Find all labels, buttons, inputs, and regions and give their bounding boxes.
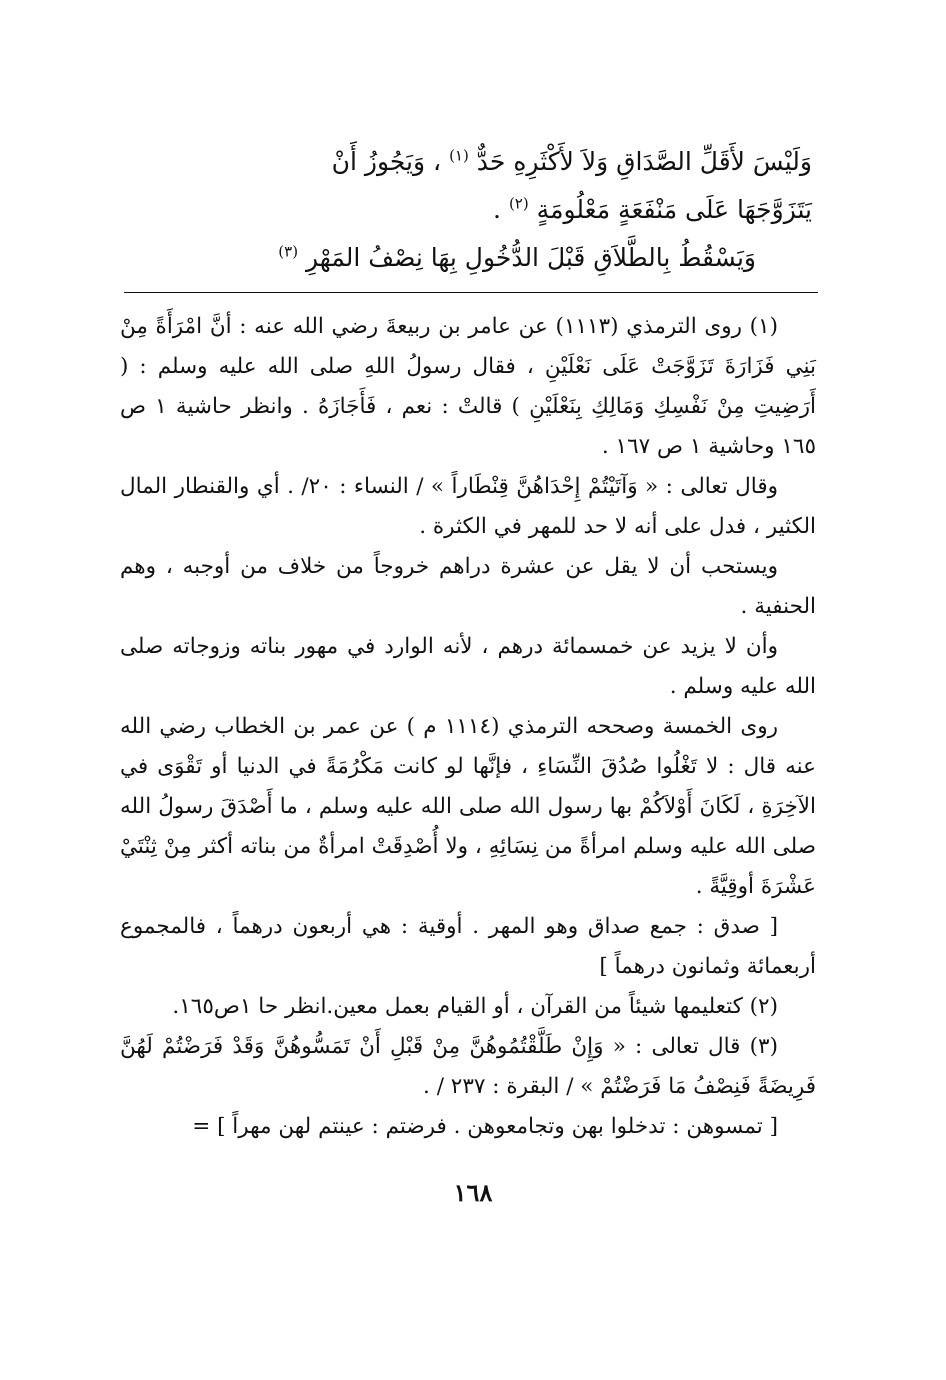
footnote-separator-rule [124,292,818,293]
main-text-line [120,234,812,282]
footnote-paragraph: [ تمسوهن : تدخلوا بهن وتجامعوهن . فرضتم : عينتم لهن مهراً ] = [192,1114,778,1139]
main-text-line-text: يَتَزَوَّجَهَا عَلَى مَنْفَعَةٍ مَعْلُومَةٍ [536,195,812,224]
footnote-reference: (٢) [508,194,529,213]
main-text-line-text: وَيَسْقُطُ بِالطَّلاَقِ قَبْلَ الدُّخُولِ بِهَا نِصْفُ المَهْرِ [306,243,756,272]
footnote-reference: (٣) [278,242,299,261]
footnotes-section [120,307,816,1147]
footnote-paragraph: وقال تعالى : « وَآتَيْتُمْ إِحْدَاهُنَّ قِنْطَاراً » / النساء : ٢٠/ . أي والقنطار المال الكثير ، فدل على أنه لا حد للمهر في الكثرة . [120,474,816,539]
footnote-paragraph: روى الخمسة وصححه الترمذي (١١١٤ م ) عن عمر بن الخطاب رضي الله عنه قال : لا تَغْلُوا صُدُقَ النِّسَاءِ ، فإنَّها لو كانت مَكْرُمَةً في الدنيا أو تَقْوَى في الآخِرَةِ ، لَكَانَ أَوْلاَكُمْ بها رسول الله صلى الله عليه وسلم ، ما أَصْدَقَ رسولُ الله صلى الله عليه وسلم امرأةً من نِسَائِهِ ، ولا أُصْدِقَتْ امرأةٌ من بناته أكثر مِنْ ثِنْتَيْ عَشْرَةَ أوقِيَّةً . [120,714,816,899]
page-number: ١٦٨ [453,1178,493,1207]
main-text-line-tail: ، وَيَجُوزُ أَنْ [331,147,442,176]
footnote-paragraph: (١) روى الترمذي (١١١٣) عن عامر بن ربيعةَ رضي الله عنه : أنَّ امْرَأَةً مِنْ بَنِي فَزَارَةَ تَزَوَّجَتْ عَلَى نَعْلَيْنِ ، فقال رسولُ اللهِ صلى الله عليه وسلم : ( أَرَضِيتِ مِنْ نَفْسِكِ وَمَالِكِ بِنَعْلَيْنِ ) قالتْ : نعم ، فَأَجَازَهُ . وانظر حاشية ١ ص ١٦٥ وحاشية ١ ص ١٦٧ . [120,314,816,459]
main-text-line-text: وَلَيْسَ لأَقَلِّ الصَّدَاقِ وَلاَ لأَكْثَرِهِ حَدٌّ [476,147,812,176]
footnote-paragraph: [ صدق : جمع صداق وهو المهر . أوقية : هي أربعون درهماً ، فالمجموع أربعمائة وثمانون درهماً ] [120,914,816,979]
footnote-paragraph: (٣) قال تعالى : « وَإِنْ طَلَّقْتُمُوهُنَّ مِنْ قَبْلِ أَنْ تَمَسُّوهُنَّ وَقَدْ فَرَضْتُمْ لَهُنَّ فَرِيضَةً فَنِصْفُ مَا فَرَضْتُمْ » / البقرة : ٢٣٧ / . [120,1034,816,1099]
footnote-reference: (١) [449,146,469,165]
main-text-line [120,186,812,234]
main-text [120,138,812,282]
main-text-line-tail: . [493,195,501,224]
footnote-paragraph: (٢) كتعليمها شيئاً من القرآن ، أو القيام بعمل معين.انظر حا ١ص١٦٥. [172,994,778,1019]
main-text-line [120,138,812,186]
footnote-paragraph: ويستحب أن لا يقل عن عشرة دراهم خروجاً من خلاف من أوجبه ، وهم الحنفية . [120,554,816,619]
footnote-paragraph: وأن لا يزيد عن خمسمائة درهم ، لأنه الوارد في مهور بناته وزوجاته صلى الله عليه وسلم . [120,634,816,699]
